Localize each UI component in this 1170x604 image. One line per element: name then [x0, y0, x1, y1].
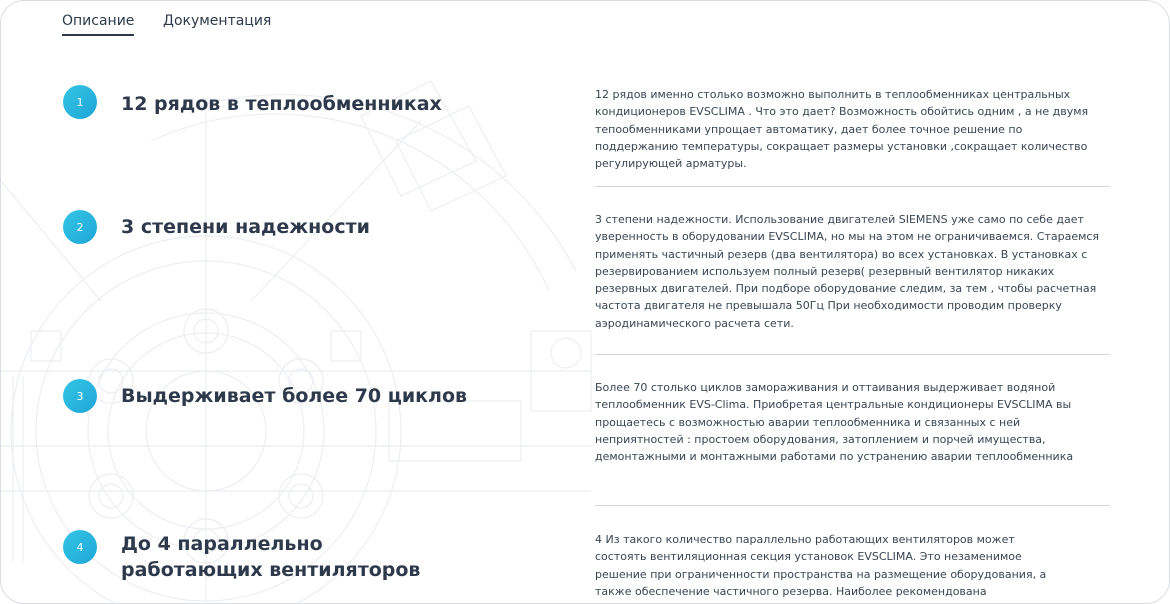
feature-description: 4 Из такого количество параллельно работающих вентиляторов может состоять вентиляционная секция установок EVSCLIMA. Это незаменимое решение при ограниченности пространства на размещение оборудования, а также обеспечение частичного резерва. Наиболее рекомендована	[595, 533, 1047, 598]
feature-title: 12 рядов в теплообменниках	[121, 93, 442, 115]
divider	[595, 186, 1110, 187]
tab-documentation[interactable]: Документация	[163, 13, 272, 29]
feature-number-badge: 4	[63, 530, 97, 564]
feature-title: До 4 параллельно работающих вентиляторов	[121, 533, 421, 581]
feature-number-badge: 2	[63, 210, 97, 244]
feature-number-badge: 3	[63, 379, 97, 413]
feature-description: Более 70 столько циклов замораживания и оттаивания выдерживает водяной теплообменник EVS-Clima. Приобретая центральные кондиционеры EVSCLIMA вы прощаетесь с возможностью аварии теплообменника и связанных с ней неприятностей : простоем оборудования, затоплением и порчей имущества, демонтажными и монтажными работами по устранению аварии теплообменника	[595, 381, 1074, 464]
feature-title: 3 степени надежности	[121, 216, 370, 238]
divider	[595, 505, 1110, 506]
tab-description[interactable]: Описание	[62, 13, 134, 36]
feature-number-badge: 1	[63, 85, 97, 119]
feature-description: 3 степени надежности. Использование двигателей SIEMENS уже само по себе дает уверенность в оборудовании EVSCLIMA, но мы на этом не ограничиваемся. Стараемся применять частичный резерв (два вентилятора) во всех установках. В установках с резервированием используем полный резерв( резервный вентилятор никаких резервных двигателей. При подборе оборудование следим, за тем , чтобы расчетная частота двигателя не превышала 50Гц При необходимости проводим проверку аэродинамического расчета сети.	[595, 213, 1100, 330]
feature-description: 12 рядов именно столько возможно выполнить в теплообменниках центральных кондиционеров EVSCLIMA . Что это дает? Возможность обойтись одним , а не двумя тепообменниками упрощает автоматику, дает более точное решение по поддержанию температуры, сокращает размеры установки ,сокращает количество регулирующей арматуры.	[595, 88, 1089, 171]
divider	[595, 354, 1110, 355]
feature-title: Выдерживает более 70 циклов	[121, 385, 468, 407]
